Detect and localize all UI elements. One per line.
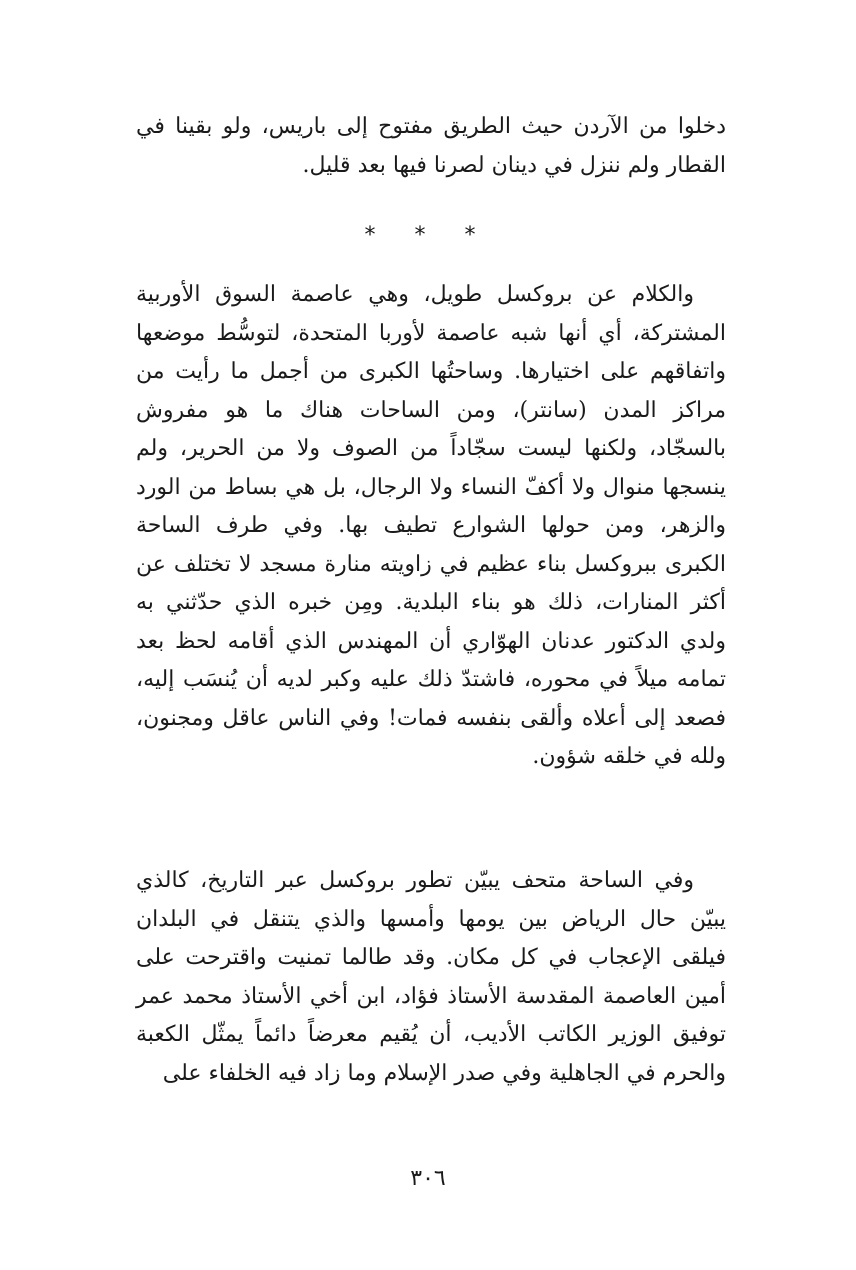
paragraph-brussels	[136, 276, 726, 777]
page-number: ٣٠٦	[410, 1166, 446, 1191]
paragraph-arrival	[136, 108, 726, 185]
section-separator: * * *	[364, 223, 492, 248]
paragraph-text: والكلام عن بروكسل طويل، وهي عاصمة السوق الأوربية المشتركة، أي أنها شبه عاصمة لأوربا المتحدة، لتوسُّط موضعها واتفاقهم على اختيارها. وساحتُها الكبرى من أجمل ما رأيت من مراكز المدن (سانتر)، ومن الساحات هناك ما هو مفروش بالسجّاد، ولكنها ليست سجّاداً من الصوف ولا من الحرير، ولم ينسجها منوال ولا أكفّ النساء ولا الرجال، بل هي بساط من الورد والزهر، ومن حولها الشوارع تطيف بها. وفي طرف الساحة الكبرى ببروكسل بناء عظيم في زاويته منارة مسجد لا تختلف عن أكثر المنارات، ذلك هو بناء البلدية. ومِن خبره الذي حدّثني به ولدي الدكتور عدنان الهوّاري أن المهندس الذي أقامه لحظ بعد تمامه ميلاً في محوره، فاشتدّ ذلك عليه وكبر لديه أن يُنسَب إليه، فصعد إلى أعلاه وألقى بنفسه فمات! وفي الناس عاقل ومجنون، ولله في خلقه شؤون.	[136, 282, 726, 769]
paragraph-museum	[136, 862, 726, 1093]
paragraph-text: دخلوا من الآردن حيث الطريق مفتوح إلى باريس، ولو بقينا في القطار ولم ننزل في دينان لصرنا فيها بعد قليل.	[136, 114, 726, 178]
paragraph-text: وفي الساحة متحف يبيّن تطور بروكسل عبر التاريخ، كالذي يبيّن حال الرياض بين يومها وأمسها والذي يتنقل في البلدان فيلقى الإعجاب في كل مكان. وقد طالما تمنيت واقترحت على أمين العاصمة المقدسة الأستاذ فؤاد، ابن أخي الأستاذ محمد عمر توفيق الوزير الكاتب الأديب، أن يُقيم معرضاً دائماً يمثّل الكعبة والحرم في الجاهلية وفي صدر الإسلام وما زاد فيه الخلفاء على	[136, 868, 727, 1086]
